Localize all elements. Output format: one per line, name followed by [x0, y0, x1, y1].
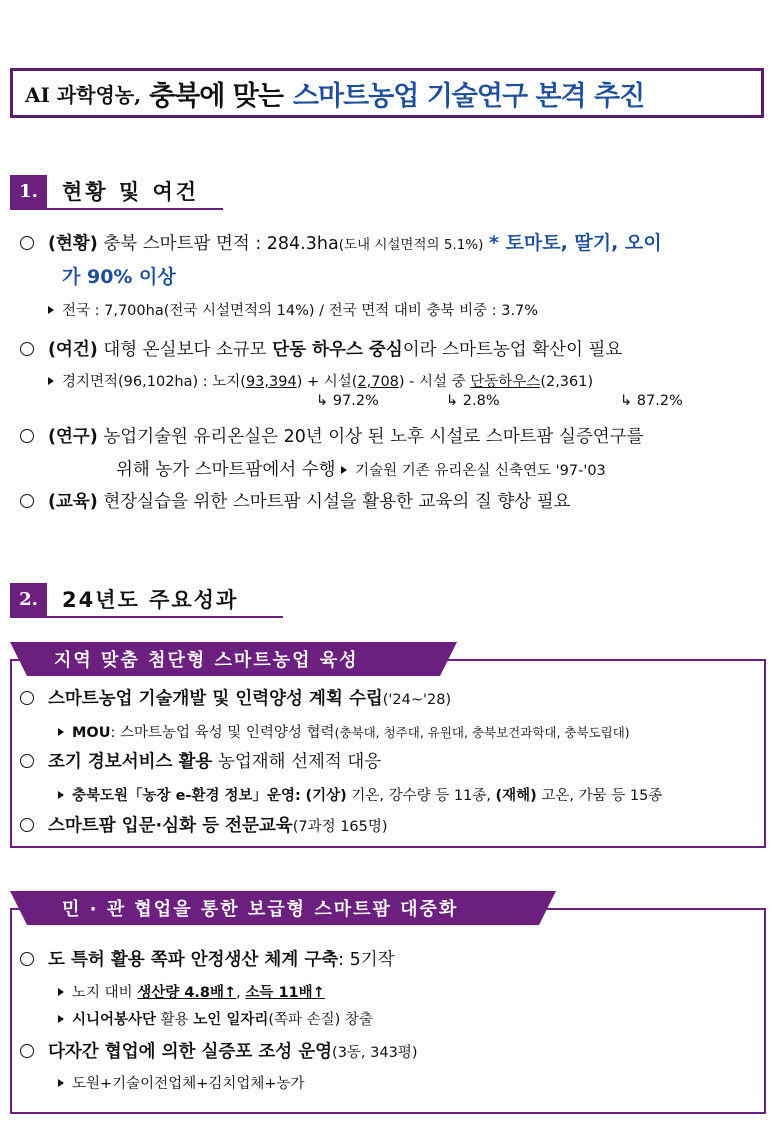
pct-facility: ↳ 2.8%	[446, 393, 500, 409]
research-line2: 위해 농가 스마트팜에서 수행	[116, 460, 336, 480]
research-row2	[116, 456, 606, 481]
title-highlight: 스마트농업 기술연구 본격 추진	[292, 80, 645, 112]
b1-item1	[20, 685, 451, 710]
banner-1-text: 지역 맞춤 첨단형 스마트농업 육성	[54, 650, 359, 671]
triangle-bullet-icon	[48, 377, 54, 385]
triangle-bullet-icon	[58, 1015, 64, 1023]
pct-open: ↳ 97.2%	[316, 393, 379, 409]
title-middle: 충북에 맞는	[149, 80, 283, 112]
section1-number: 1.	[10, 175, 47, 208]
b1-item3-tail: (7과정 165명)	[292, 819, 388, 835]
b1-item3-bold: 스마트팜 입문·심화 등 전문교육	[48, 816, 293, 836]
b2-item2	[20, 1038, 418, 1063]
b1-mou: MOU	[72, 725, 111, 741]
national-text: 전국 : 7,700ha(전국 시설면적의 14%) / 전국 면적 대비 충북 비중 : 3.7%	[62, 303, 539, 319]
b1-item1-sub	[58, 721, 630, 742]
title-prefix: AI 과학영농,	[25, 82, 142, 107]
b1-item2-sub	[58, 784, 662, 805]
area-end: (2,361)	[540, 374, 594, 390]
b2-comma: ,	[236, 985, 241, 1001]
research-note: 기술원 기존 유리온실 신축연도 '97-'03	[355, 463, 606, 479]
section2-underline	[10, 616, 283, 618]
area-mid1: ) + 시설(	[296, 374, 358, 390]
area-prefix: 경지면적(96,102ha) : 노지(	[62, 374, 246, 390]
b2-item1-sub2	[58, 1008, 373, 1029]
national-row	[48, 299, 538, 320]
status-paren: (도내 시설면적의 5.1%)	[338, 237, 484, 253]
condition-row	[20, 336, 622, 361]
triangle-bullet-icon	[58, 791, 64, 799]
education-text: 현장실습을 위한 스마트팜 시설을 활용한 교육의 질 향상 필요	[103, 492, 571, 512]
triangle-bullet-icon	[58, 1079, 64, 1087]
section2-number: 2.	[10, 583, 47, 616]
b2-item1-tail: : 5기작	[338, 950, 395, 970]
b1-item2	[20, 748, 381, 773]
bullet-circle-icon	[20, 754, 34, 768]
area-single: 단동하우스	[470, 374, 541, 390]
b2-yield: 생산량 4.8배↑	[137, 985, 237, 1001]
b1-item2-tail: 농업재해 선제적 대응	[217, 752, 382, 772]
section1-underline	[10, 208, 223, 210]
title-box	[10, 68, 764, 118]
status-row	[20, 228, 662, 255]
b1-service: 충북도원「농장 e-환경 정보」운영:	[72, 788, 301, 804]
triangle-bullet-icon	[341, 466, 347, 474]
b2-jobs: 노인 일자리	[193, 1012, 269, 1028]
triangle-bullet-icon	[58, 728, 64, 736]
b2-item2-tail: (3동, 343평)	[332, 1045, 418, 1061]
b1-weather-text: 기온, 강수량 등 11종,	[351, 788, 491, 804]
b1-disaster-label: (재해)	[495, 788, 537, 804]
b2-item2-bold: 다자간 협업에 의한 실증포 조성 운영	[48, 1042, 333, 1062]
b2-income: 소득 11배↑	[245, 985, 325, 1001]
condition-label: (여건)	[48, 340, 98, 360]
bullet-circle-icon	[20, 691, 34, 705]
b1-weather-label: (기상)	[305, 788, 347, 804]
b2-senior: 시니어봉사단	[72, 1012, 157, 1028]
bullet-circle-icon	[20, 429, 34, 443]
b2-jobs-tail: (쪽파 손질) 창출	[268, 1012, 373, 1028]
research-label: (연구)	[48, 427, 98, 447]
area-mid2: ) - 시설 중	[398, 374, 466, 390]
condition-text1: 대형 온실보다 소규모	[103, 340, 267, 360]
status-highlight1: * 토마토, 딸기, 오이	[488, 232, 662, 254]
bullet-circle-icon	[20, 236, 34, 250]
research-row	[20, 423, 644, 448]
triangle-bullet-icon	[58, 988, 64, 996]
b2-pre: 노지 대비	[72, 985, 133, 1001]
b2-item1-sub1	[58, 981, 325, 1002]
area-open: 93,394	[245, 374, 297, 390]
pct-single: ↳ 87.2%	[620, 393, 683, 409]
b1-item1-tail: ('24~'28)	[382, 692, 452, 708]
b2-item1	[20, 946, 395, 971]
education-label: (교육)	[48, 492, 98, 512]
banner-2-text: 민 · 관 협업을 통한 보급형 스마트팜 대중화	[62, 899, 459, 920]
area-facility: 2,708	[357, 374, 399, 390]
status-label: (현황)	[48, 234, 98, 254]
bullet-circle-icon	[20, 494, 34, 508]
section2-title: 24년도 주요성과	[62, 588, 239, 612]
status-text: 충북 스마트팜 면적 : 284.3ha	[103, 234, 339, 254]
b1-mou-partners: (충북대, 청주대, 유원대, 충북보건과학대, 충북도립대)	[334, 725, 630, 740]
b1-disaster-text: 고온, 가뭄 등 15종	[541, 788, 663, 804]
b1-item1-bold: 스마트농업 기술개발 및 인력양성 계획 수립	[48, 689, 383, 709]
b2-item1-bold: 도 특허 활용 쪽파 안정생산 체계 구축	[48, 950, 339, 970]
condition-bold: 단동 하우스 중심	[272, 340, 403, 360]
b2-use: 활용	[160, 1012, 189, 1028]
education-row	[20, 488, 571, 513]
b1-item3	[20, 812, 388, 837]
bullet-circle-icon	[20, 1044, 34, 1058]
bullet-circle-icon	[20, 342, 34, 356]
status-row2	[62, 262, 176, 289]
bullet-circle-icon	[20, 818, 34, 832]
triangle-bullet-icon	[48, 306, 54, 314]
area-row	[48, 370, 593, 391]
b1-mou-text: : 스마트농업 육성 및 인력양성 협력	[110, 725, 335, 741]
b1-item2-bold: 조기 경보서비스 활용	[48, 752, 213, 772]
status-highlight2: 가 90% 이상	[62, 266, 176, 288]
condition-text2: 이라 스마트농업 확산이 필요	[402, 340, 623, 360]
research-line1: 농업기술원 유리온실은 20년 이상 된 노후 시설로 스마트팜 실증연구를	[103, 427, 644, 447]
b2-item2-sub	[58, 1072, 305, 1093]
section1-title: 현황 및 여건	[62, 180, 200, 204]
b2-partners: 도원+기술이전업체+김치업체+농가	[72, 1076, 305, 1092]
bullet-circle-icon	[20, 952, 34, 966]
